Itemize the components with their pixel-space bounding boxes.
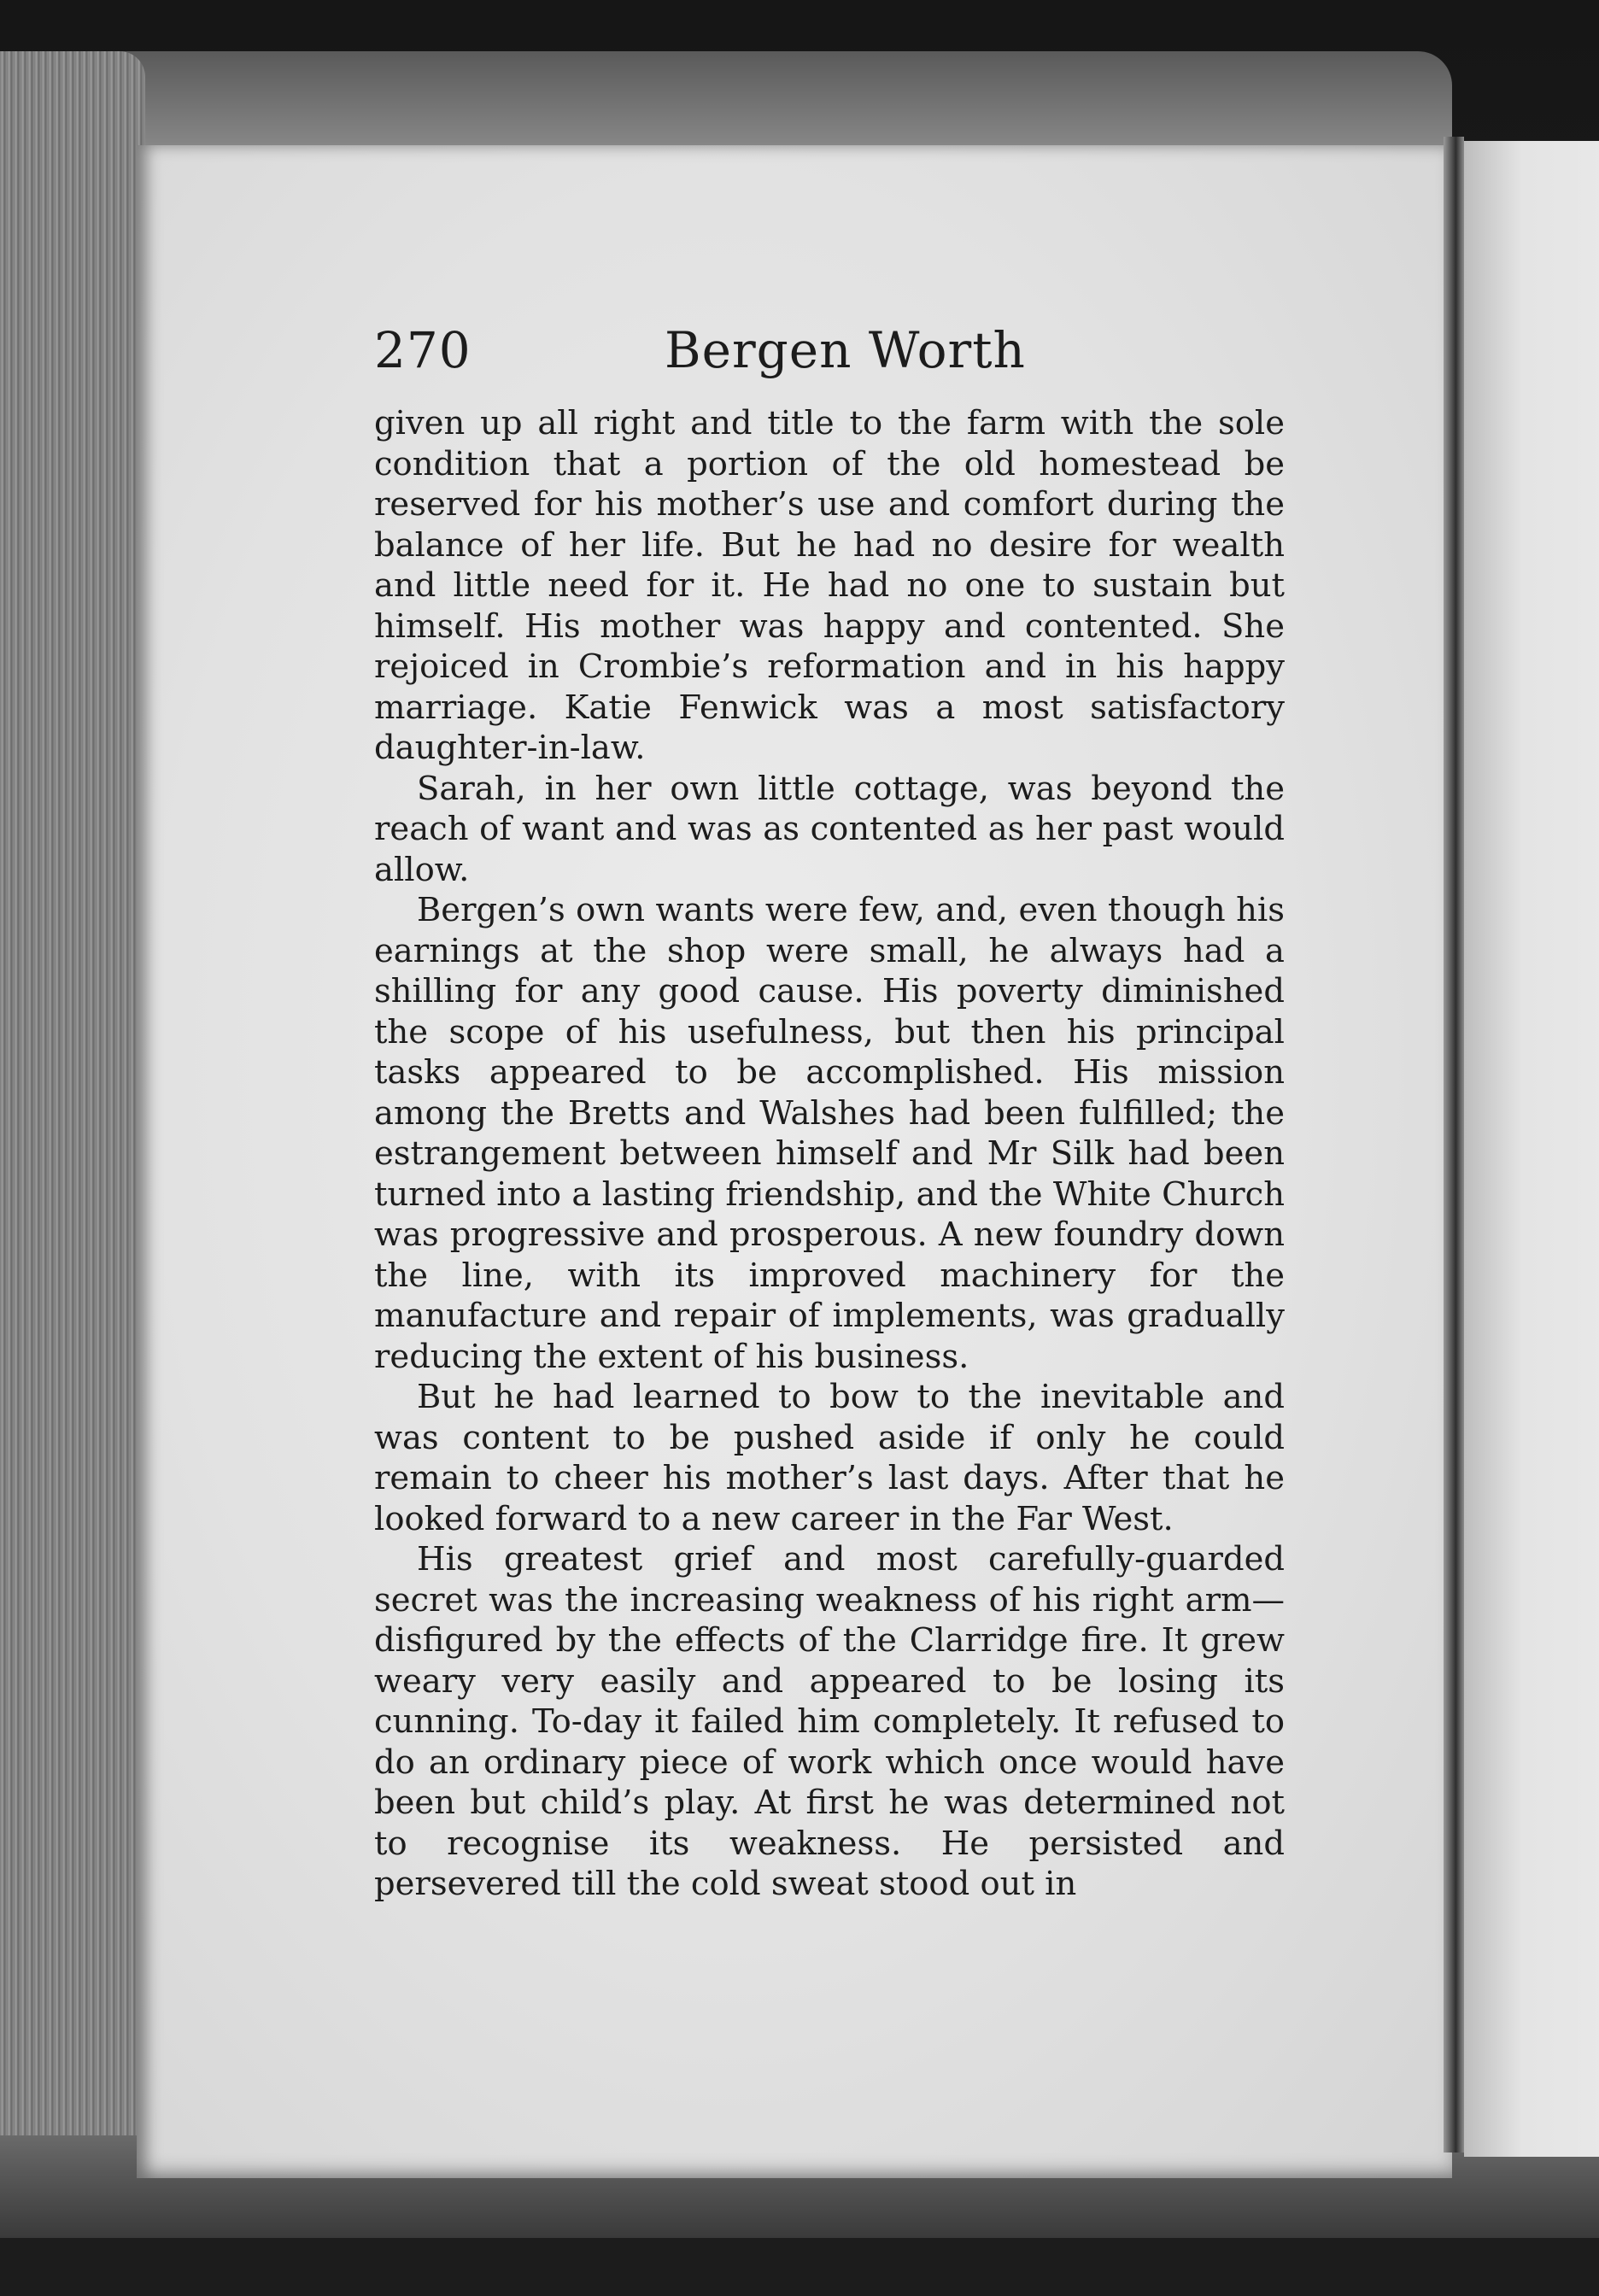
paragraph: But he had learned to bow to the inevitable and was content to be pushed aside if only he could remain to cheer his mother’s last days. After that he looked forward to a new career in the Far West. [374,1378,1285,1538]
body-text [374,403,1285,1905]
book-page-edges [0,51,145,2161]
book-gutter [1444,137,1464,2152]
page-number: 270 [374,321,472,379]
paragraph: His greatest grief and most carefully-guarded secret was the increasing weakness of his right arm—disfigured by the effects of the Clarridge fire. It grew weary very easily and appeared to be losing its cunning. To-day it failed him completely. It refused to do an ordinary piece of work which once would have been but child’s play. At first he was determined not to recognise its weakness. He persisted and persevered till the cold sweat stood out in [374,1540,1285,1903]
book-top-edge [0,51,1452,154]
paragraph: Bergen’s own wants were few, and, even though his earnings at the shop were small, he always had a shilling for any good cause. His poverty diminished the scope of his usefulness, but then his principal tasks appeared to be accomplished. His mission among the Bretts and Walshes had been fulfilled; the estrangement between himself and Mr Silk had been turned into a lasting friendship, and the White Church was progressive and prosperous. A new foundry down the line, with its improved machinery for the manufacture and repair of implements, was gradually reducing the extent of his business. [374,891,1285,1376]
facing-page [1464,141,1599,2157]
paragraph: given up all right and title to the farm with the sole condition that a portion of the old homestead be reserved for his mother’s use and comfort during the balance of her life. But he had no desire for wealth and little need for it. He had no one to sustain but himself. His mother was happy and contented. She rejoiced in Crombie’s reformation and in his happy marriage. Katie Fenwick was a most satisfactory daughter-in-law. [374,404,1285,767]
running-head [374,316,1285,384]
page-text-block [374,316,1285,1905]
paragraph: Sarah, in her own little cottage, was beyond the reach of want and was as contented as her past would allow. [374,769,1285,889]
book-title: Bergen Worth [665,321,1026,379]
